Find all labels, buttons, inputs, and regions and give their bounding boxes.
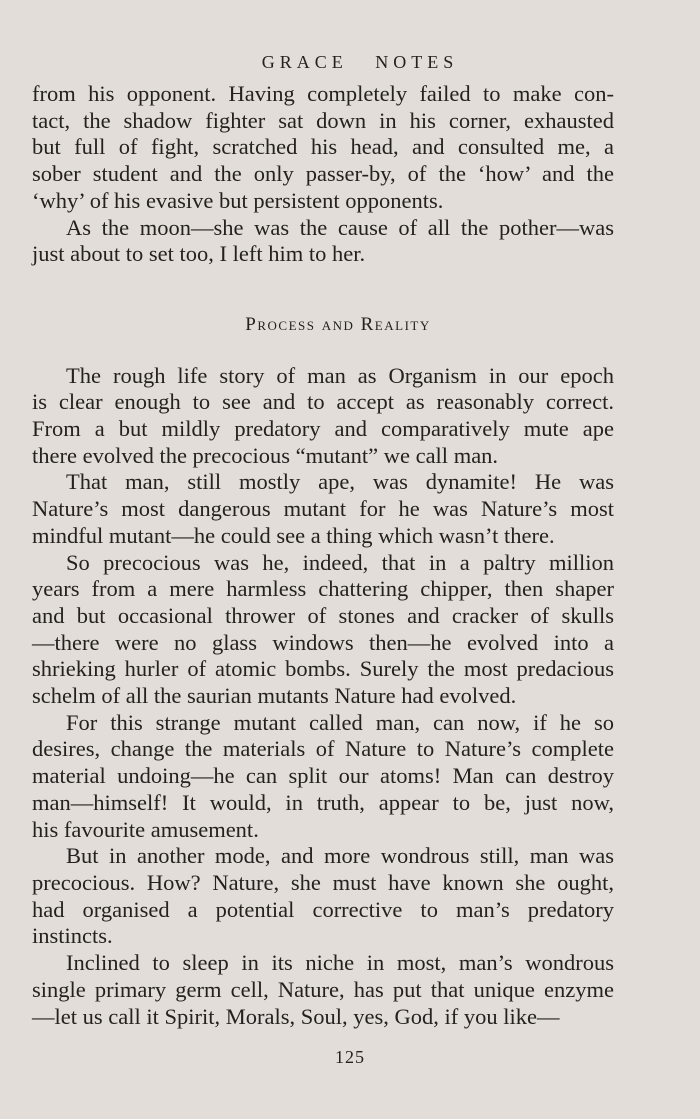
text-line: is clear enough to see and to accept as reasonably correct. <box>32 389 614 415</box>
text-line: —there were no glass windows then—he evolved into a <box>32 629 614 655</box>
text-line: ‘why’ of his evasive but persistent opponents. <box>32 187 444 213</box>
text-line: From a but mildly predatory and comparatively mute ape <box>32 416 614 442</box>
text-line: The rough life story of man as Organism in our epoch <box>66 362 614 388</box>
text-line: there evolved the precocious “mutant” we call man. <box>32 442 499 468</box>
text-line: his favourite amusement. <box>32 816 259 842</box>
text-line: precocious. How? Nature, she must have known she ought, <box>32 869 614 895</box>
text-line: For this strange mutant called man, can now, if he so <box>66 709 614 735</box>
text-line: just about to set too, I left him to her. <box>32 241 366 267</box>
text-line: mindful mutant—he could see a thing which wasn’t there. <box>32 522 555 548</box>
text-line: from his opponent. Having completely failed to make con- <box>32 81 614 106</box>
text-line: tact, the shadow fighter sat down in his corner, exhausted <box>32 107 614 133</box>
text-block <box>32 81 614 1030</box>
page-number: 125 <box>335 1047 365 1067</box>
text-line: had organised a potential corrective to man’s predatory <box>32 896 614 922</box>
text-line: material undoing—he can split our atoms! Man can destroy <box>32 763 614 789</box>
section-title: Process and Reality <box>245 313 431 335</box>
running-head: GRACE NOTES <box>261 52 459 72</box>
text-line: But in another mode, and more wondrous still, man was <box>66 843 614 869</box>
text-line: man—himself! It would, in truth, appear to be, just now, <box>32 789 614 815</box>
text-line: desires, change the materials of Nature to Nature’s complete <box>32 736 614 762</box>
text-line: and but occasional thrower of stones and cracker of skulls <box>32 602 614 628</box>
text-line: sober student and the only passer-by, of the ‘how’ and the <box>32 161 614 187</box>
text-line: Nature’s most dangerous mutant for he was Nature’s most <box>32 496 614 522</box>
text-line: That man, still mostly ape, was dynamite! He was <box>66 469 614 495</box>
text-line: As the moon—she was the cause of all the pother—was <box>66 214 614 240</box>
pre-section-text <box>32 81 614 268</box>
text-line: single primary germ cell, Nature, has put that unique enzyme <box>32 976 614 1002</box>
text-line: schelm of all the saurian mutants Nature had evolved. <box>32 683 517 709</box>
text-line: shrieking hurler of atomic bombs. Surely the most predacious <box>32 656 614 682</box>
text-line: instincts. <box>32 923 113 949</box>
text-line: Inclined to sleep in its niche in most, man’s wondrous <box>66 950 614 976</box>
text-line: —let us call it Spirit, Morals, Soul, yes, God, if you like— <box>32 1003 560 1029</box>
text-line: So precocious was he, indeed, that in a paltry million <box>66 549 614 575</box>
section-body-text <box>32 363 614 1031</box>
text-line: but full of fight, scratched his head, and consulted me, a <box>32 134 614 160</box>
text-line: years from a mere harmless chattering chipper, then shaper <box>32 576 614 602</box>
